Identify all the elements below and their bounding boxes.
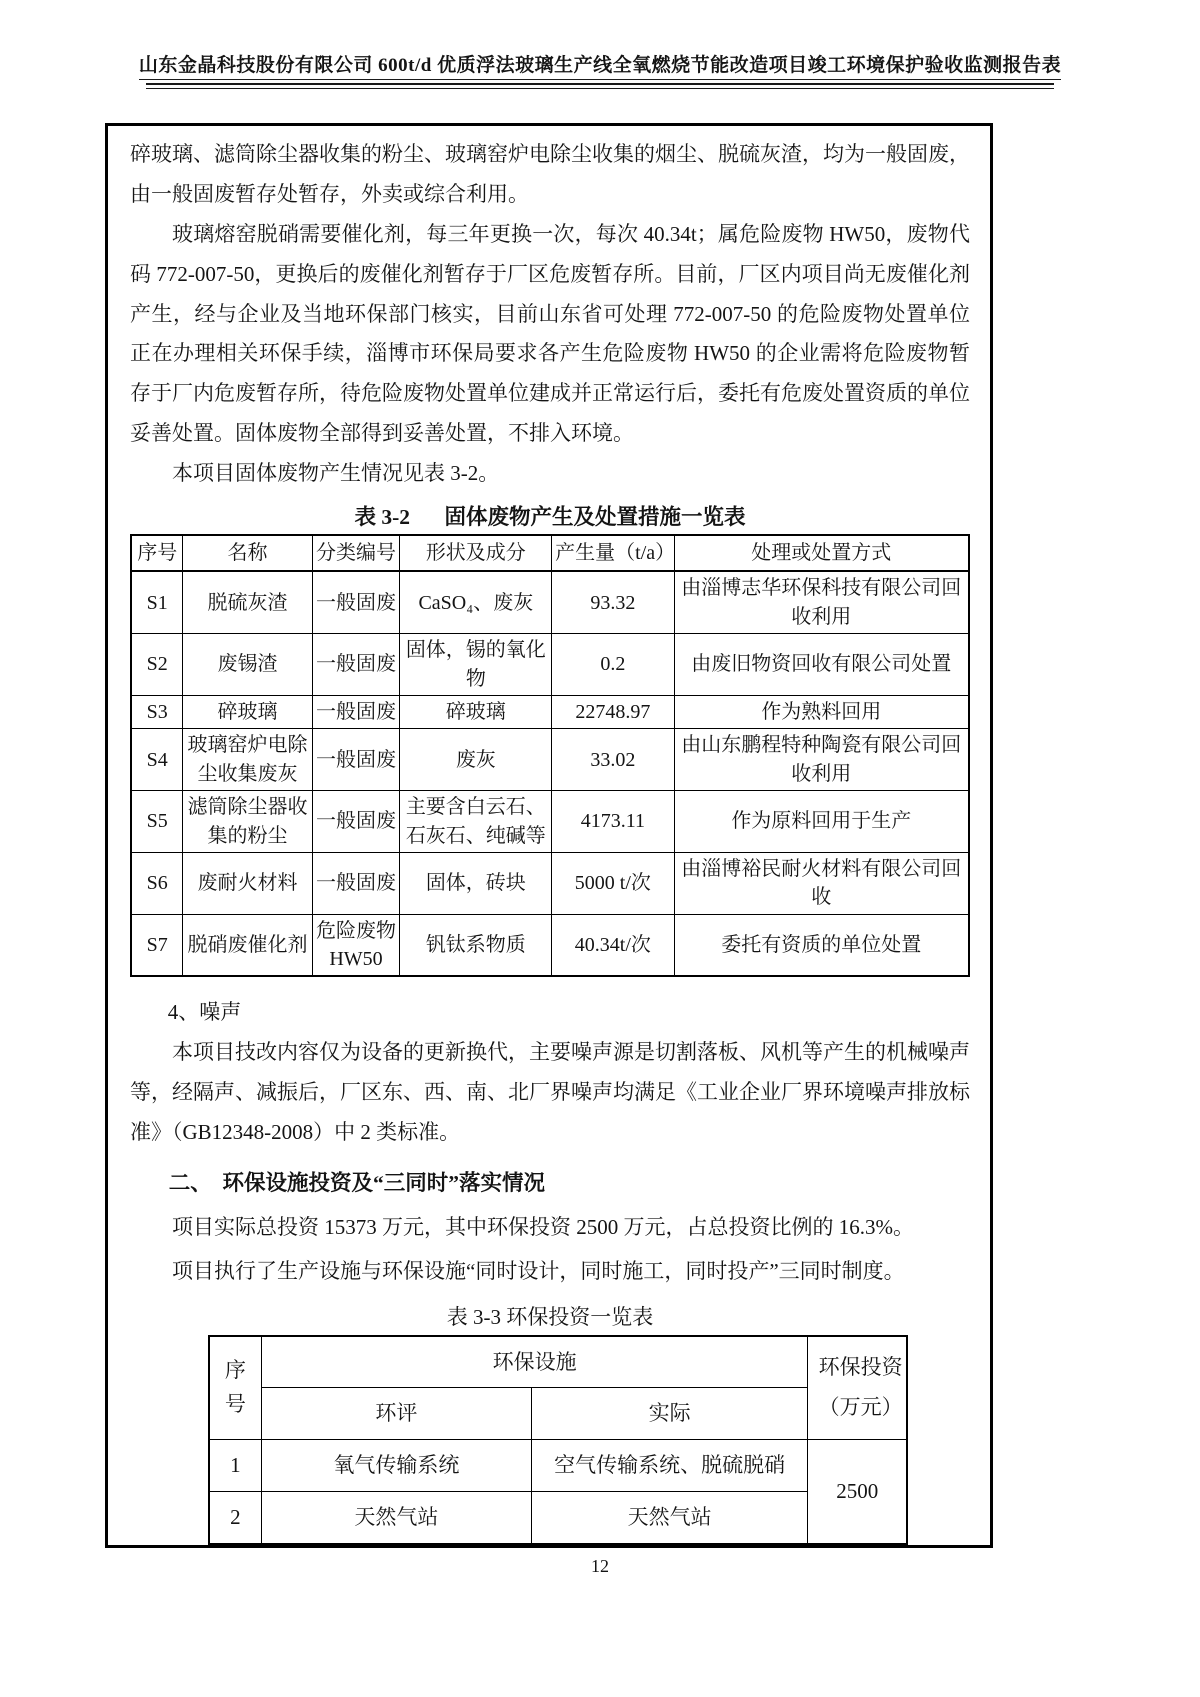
col-header-eia: 环评 [261,1388,531,1440]
cell-name: 废耐火材料 [183,852,312,914]
cell-disposal: 由淄博志华环保科技有限公司回收利用 [674,571,969,633]
cell-category: 一般固废 [312,634,400,696]
cell-disposal: 由淄博裕民耐火材料有限公司回收 [674,852,969,914]
table-row [131,914,969,976]
page-header [0,50,1200,89]
col-header-seq-text: 序号 [224,1358,246,1416]
cell-amount: 4173.11 [552,791,674,853]
section-2-heading: 二、 环保设施投资及“三同时”落实情况 [168,1171,545,1196]
cell-form: 固体，锡的氧化物 [400,634,552,696]
cell-amount: 5000 t/次 [552,852,674,914]
col-header-investment-text: 环保投资（万元） [818,1355,903,1419]
page-number: 12 [591,1556,609,1576]
cell-seq: S7 [131,914,183,976]
cell-name: 废锡渣 [183,634,312,696]
cell-name: 滤筒除尘器收集的粉尘 [183,791,312,853]
table-header-row [209,1336,907,1388]
cell-form: 碎玻璃 [400,695,552,728]
table-row [209,1440,907,1492]
paragraph-three-simultaneous: 项目执行了生产设施与环保设施“同时设计，同时施工，同时投产”三同时制度。 [172,1258,905,1283]
table-3-2-caption: 固体废物产生及处置措施一览表 [444,505,746,530]
col-header-category: 分类编号 [312,535,400,571]
noise-heading: 4、噪声 [167,1000,242,1025]
table-row [131,634,969,696]
table-row [131,852,969,914]
cell-seq: S2 [131,634,183,696]
cell-category: 一般固废 [312,729,400,791]
cell-seq: S5 [131,791,183,853]
cell-amount: 33.02 [552,729,674,791]
paragraph-general-waste: 碎玻璃、滤筒除尘器收集的粉尘、玻璃窑炉电除尘收集的烟尘、脱硫灰渣，均为一般固废，由一般固废暂存处暂存，外卖或综合利用。 [130,142,970,206]
col-header-seq [209,1336,261,1440]
col-header-seq: 序号 [131,535,183,571]
cell-seq: 1 [209,1440,261,1492]
cell-category: 一般固废 [312,695,400,728]
cell-form: 主要含白云石、石灰石、纯碱等 [400,791,552,853]
cell-seq: 2 [209,1491,261,1543]
cell-name: 玻璃窑炉电除尘收集废灰 [183,729,312,791]
cell-category: 危险废物 HW50 [312,914,400,976]
table-row [209,1491,907,1543]
table-row [131,729,969,791]
report-header-title: 山东金晶科技股份有限公司 600t/d 优质浮法玻璃生产线全氧燃烧节能改造项目竣工环境保护验收监测报告表 [139,50,1061,80]
table-row [131,695,969,728]
cell-disposal: 作为熟料回用 [674,695,969,728]
cell-amount: 93.32 [552,571,674,633]
cell-actual: 空气传输系统、脱硫脱硝 [531,1440,807,1492]
table-row [131,791,969,853]
cell-form: CaSO₄、废灰 [400,571,552,633]
cell-seq: S1 [131,571,183,633]
cell-amount: 0.2 [552,634,674,696]
cell-form: 固体，砖块 [400,852,552,914]
col-header-form: 形状及成分 [400,535,552,571]
cell-actual: 天然气站 [531,1491,807,1543]
table-3-2-title [130,500,970,531]
cell-name: 脱硫灰渣 [183,571,312,633]
col-header-actual: 实际 [531,1388,807,1440]
page-footer [0,1556,1200,1577]
paragraph-see-table: 本项目固体废物产生情况见表 3-2。 [172,461,500,486]
cell-seq: S6 [131,852,183,914]
cell-form: 废灰 [400,729,552,791]
cell-seq: S4 [131,729,183,791]
col-header-investment [808,1336,907,1440]
cell-category: 一般固废 [312,791,400,853]
paragraph-noise: 本项目技改内容仅为设备的更新换代，主要噪声源是切割落板、风机等产生的机械噪声等，经隔声、减振后，厂区东、西、南、北厂界噪声均满足《工业企业厂界环境噪声排放标准》（GB12348-2008）中 2 类标准。 [130,1040,970,1145]
cell-amount: 40.34t/次 [552,914,674,976]
table-3-2-label: 表 3-2 [354,505,411,530]
cell-name: 碎玻璃 [183,695,312,728]
table-header-row [131,535,969,571]
cell-category: 一般固废 [312,571,400,633]
cell-name: 脱硝废催化剂 [183,914,312,976]
paragraph-catalyst: 玻璃熔窑脱硝需要催化剂，每三年更换一次，每次 40.34t；属危险废物 HW50，废物代码 772-007-50，更换后的废催化剂暂存于厂区危废暂存所。目前，厂区内项目尚无废催化剂产生，经与企业及当地环保部门核实，目前山东省可处理 772-007-50 的危险废物处置单位正在办理相关环保手续，淄博市环保局要求各产生危险废物 HW50 的企业需将危险废物暂存于厂内危废暂存所，待危险废物处置单位建成并正常运行后，委托有危废处置资质的单位妥善处置。固体废物全部得到妥善处置，不排入环境。 [130,221,970,446]
col-header-facility: 环保设施 [261,1336,808,1388]
paragraph-investment: 项目实际总投资 15373 万元，其中环保投资 2500 万元，占总投资比例的 16.3%。 [172,1214,914,1239]
table-3-3 [208,1335,908,1545]
cell-investment-total: 2500 [808,1440,907,1544]
table-3-3-title: 表 3-3 环保投资一览表 [446,1304,654,1329]
cell-amount: 22748.97 [552,695,674,728]
table-3-2 [130,534,970,977]
header-rule [146,83,1054,89]
table-row [131,571,969,633]
cell-disposal: 由废旧物资回收有限公司处置 [674,634,969,696]
col-header-name: 名称 [183,535,312,571]
cell-disposal: 作为原料回用于生产 [674,791,969,853]
col-header-disposal: 处理或处置方式 [674,535,969,571]
content-box [105,123,993,1548]
cell-form: 钒钛系物质 [400,914,552,976]
cell-disposal: 委托有资质的单位处置 [674,914,969,976]
cell-seq: S3 [131,695,183,728]
cell-eia: 天然气站 [261,1491,531,1543]
col-header-amount: 产生量（t/a） [552,535,674,571]
cell-category: 一般固废 [312,852,400,914]
table-subheader-row [209,1388,907,1440]
cell-eia: 氧气传输系统 [261,1440,531,1492]
cell-disposal: 由山东鹏程特种陶瓷有限公司回收利用 [674,729,969,791]
